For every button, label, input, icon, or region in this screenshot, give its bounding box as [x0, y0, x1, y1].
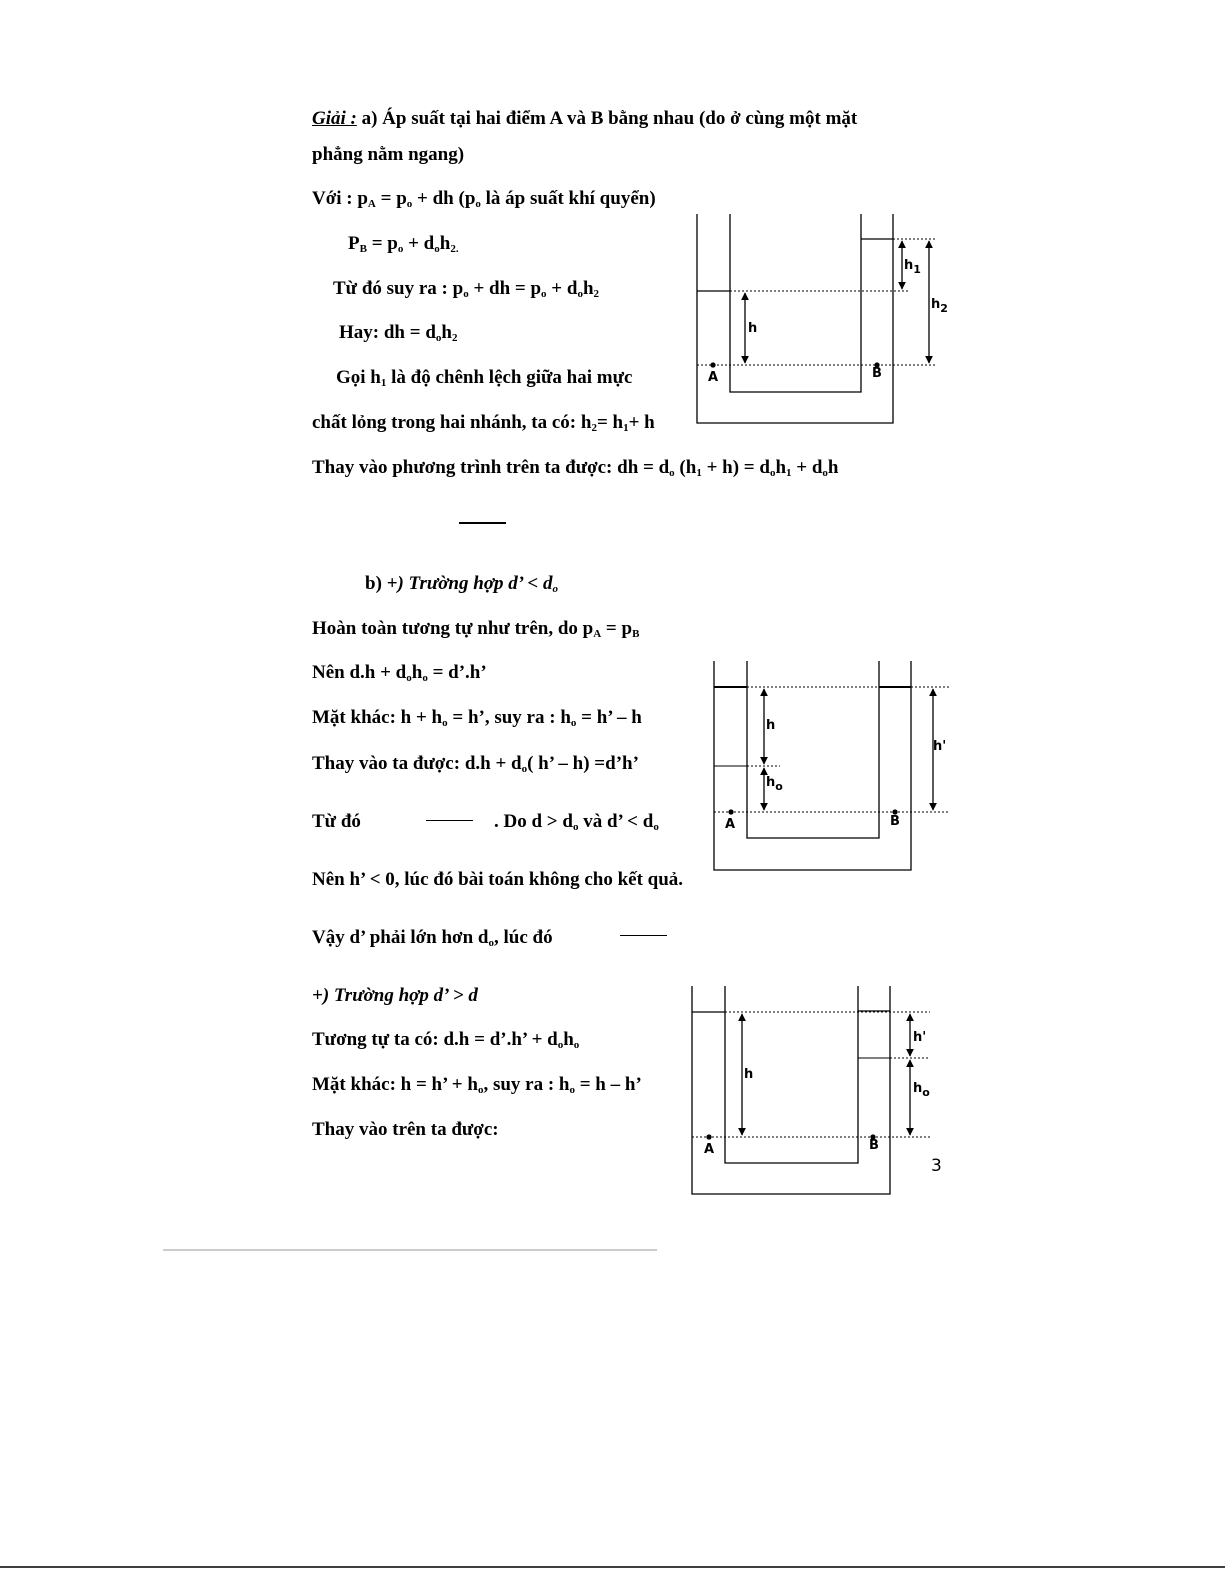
u-tube-figure-3	[692, 986, 930, 1194]
label-h: h	[766, 718, 776, 733]
equation-mat-khac-2: Mặt khác: h = h’ + $h_o$, suy ra : $h_o = h - h$’	[312, 1074, 642, 1096]
level-guides	[697, 239, 935, 365]
equation-substitute: Thay vào phương trình trên ta được: dh = $d_o$ $(h_1 + h) = d_oh_1 + d_oh$	[312, 457, 839, 479]
solution-line-2: phẳng nằm ngang)	[312, 144, 465, 165]
u-tube-figure-1	[697, 214, 935, 423]
level-guides	[714, 687, 950, 812]
equation-pa: Với : $p_A = p_o$ + dh ($p_o$ là áp suất khí quyển)	[312, 188, 656, 210]
case-heading-2: +) Trường hợp d’ > d	[312, 985, 478, 1006]
point-a-dot	[711, 363, 715, 367]
text-nen-h: Nên h’ < 0, lúc đó bài toán không cho kết quả.	[312, 869, 684, 890]
label-b: B	[890, 814, 900, 829]
equation-nen: Nên $d.h + d_oh_o$ = d’.h’	[312, 662, 487, 684]
text-do-d: . Do $d > d_o$ và d’ < $d_o$	[494, 811, 659, 833]
label-b: B	[869, 1138, 879, 1153]
label-a: A	[708, 370, 719, 385]
label-h: h	[744, 1067, 754, 1082]
equation-tuong-tu: Tương tự ta có: d.h = d’.h’ + $d_oh_o$	[312, 1029, 580, 1051]
solution-title: Giải :	[312, 108, 357, 129]
label-ho: $h_o$	[913, 1081, 930, 1099]
label-a: A	[725, 817, 736, 832]
point-a-dot	[729, 810, 733, 814]
point-a-dot	[707, 1135, 711, 1139]
tube-inner-wall	[747, 661, 879, 838]
solution-line-1: Giải : a) Áp suất tại hai điểm A và B bằng nhau (do ở cùng một mặt	[312, 108, 858, 129]
equation-hay: Hay: dh = $d_oh_2$	[339, 322, 458, 344]
label-ho: $h_o$	[766, 775, 783, 793]
label-h: h	[748, 321, 758, 336]
equation-derive: Từ đó suy ra : $p_o$ + dh = $p_o + d_oh_2$	[333, 278, 600, 300]
label-hp: h'	[913, 1030, 927, 1045]
text-hoan-toan: Hoàn toàn tương tự như trên, do $p_A = p_B$	[312, 618, 640, 640]
label-hp: h'	[933, 739, 947, 754]
u-tube-figure-2	[714, 661, 950, 870]
label-a: A	[704, 1142, 715, 1157]
equation-mat-khac-1: Mặt khác: $h + h_o = h$’, suy ra : $h_o = h$’ – h	[312, 707, 642, 729]
part-b-heading: b) +) Trường hợp d’ < $d_o$	[365, 573, 559, 595]
text-chat-long: chất lỏng trong hai nhánh, ta có: $h_2= h_1+ h$	[312, 412, 655, 434]
text-thay-3: Thay vào trên ta được:	[312, 1119, 499, 1140]
label-b: B	[872, 366, 882, 381]
level-guides	[692, 1012, 930, 1137]
text-tu-do: Từ đó	[312, 811, 361, 832]
text-vay: Vậy d’ phải lớn hơn $d_o$, lúc đó	[312, 927, 553, 949]
equation-thay-2: Thay vào ta được: $d.h + d_o$( h’ – h) =d’h’	[312, 753, 639, 775]
equation-pb: $P_B = p_o + d_oh_{2.}$	[348, 233, 459, 255]
text-goi: Gọi $h_1$ là độ chênh lệch giữa hai mực	[336, 367, 633, 389]
label-h2: $h_2$	[931, 297, 948, 315]
label-h1: $h_1$	[904, 258, 921, 276]
page-number: 3	[931, 1156, 942, 1176]
